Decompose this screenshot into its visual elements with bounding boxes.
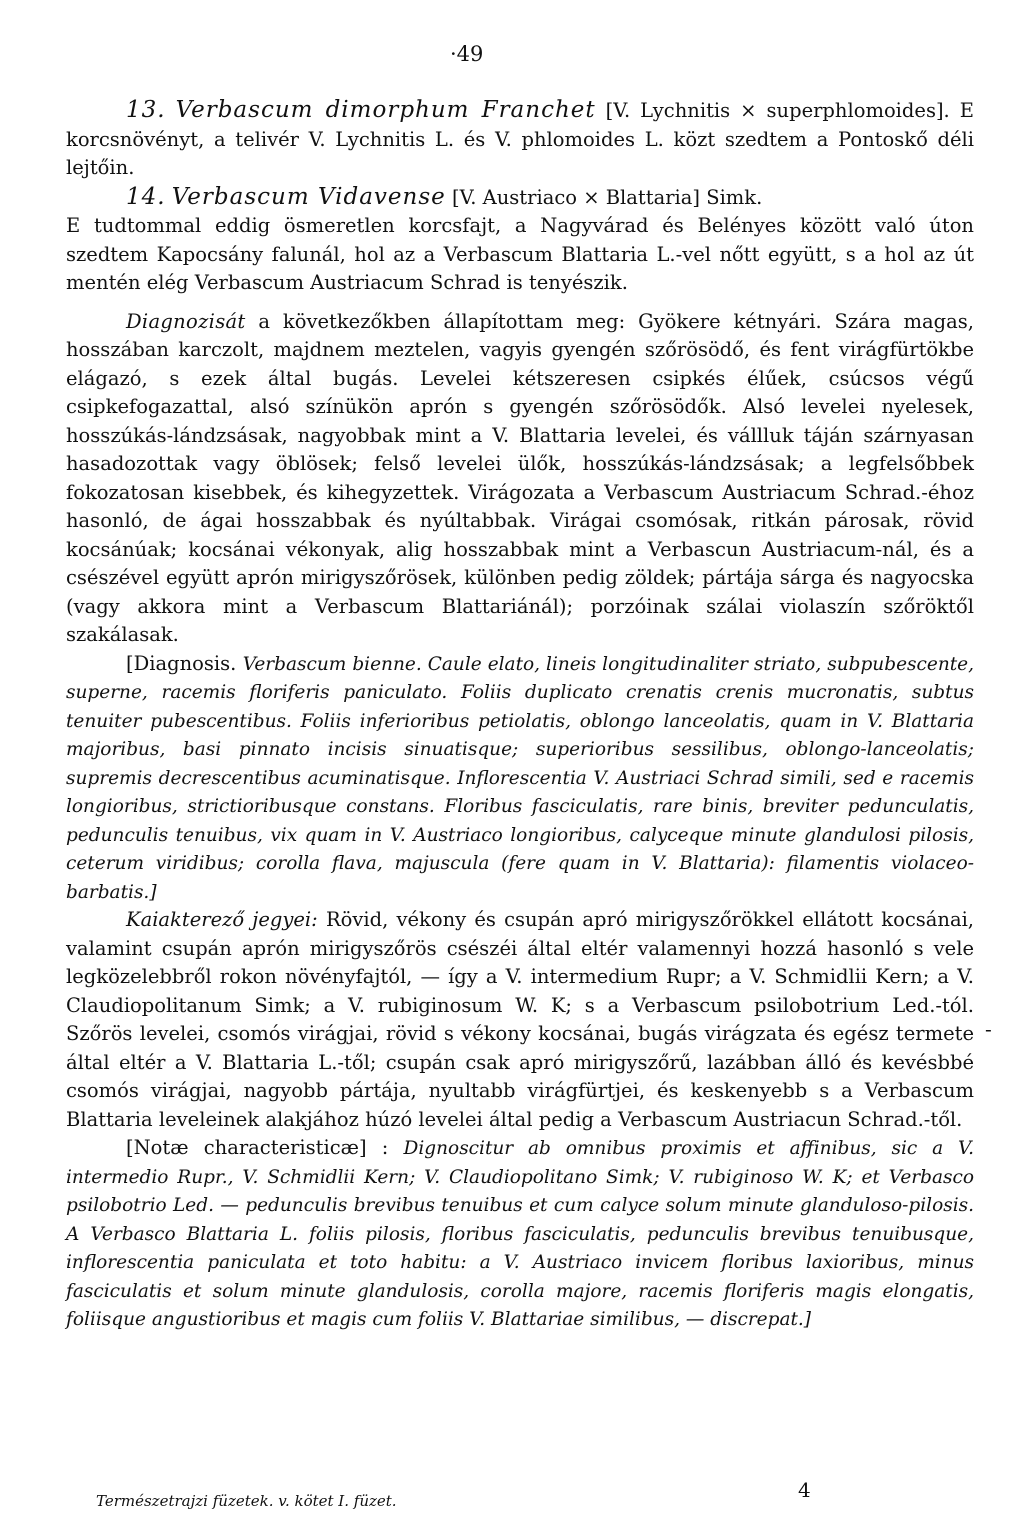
margin-mark: - <box>985 1017 992 1041</box>
section-14-heading <box>66 183 974 213</box>
diagnosis-label: Diagnozisát <box>126 309 246 333</box>
latin-diagnosis-text: Verbascum bienne. Caule elato, lineis longitudinaliter striato, subpubescente, superne, racemis floriferis paniculato. Foliis duplicato crenatis crenis mucronatis, subtus tenuiter pubescentibus. Foliis inferioribus petiolatis, oblongo lanceolatis, quam in V. Blattaria majoribus, basi pinnato incisis sinuatisque; superioribus sessilibus, oblongo-lanceolatis; supremis decrescentibus acuminatisque. Inflorescentia V. Austriaci Schrad simili, sed e racemis longioribus, strictioribusque constans. Floribus fasciculatis, rare binis, breviter pedunculatis, pedunculis tenuibus, vix quam in V. Austriaco longioribus, calyceque minute glandulosi pilosis, ceterum viridibus; corolla flava, majuscula (fere quam in V. Blattaria): filamentis violaceo-barbatis.] <box>66 653 974 903</box>
notae-paragraph <box>66 1134 974 1334</box>
section-14-intro-paragraph: E tudtommal eddig ösmeretlen korcsfajt, a Nagyvárad és Belényes között való úton szedtem Kapocsány falunál, hol az a Verbascum Blattaria L.-vel nőtt együtt, s a hol az út mentén elég Verbascum Austriacum Schrad is tenyészik. <box>66 214 974 294</box>
notae-open: [Notæ characteristicæ] : <box>126 1136 389 1159</box>
latin-diagnosis-paragraph <box>66 650 974 907</box>
characteristics-text: Rövid, vékony és csupán apró mirigyszőrökkel ellátott kocsánai, valamint csupán aprón mirigyszőrös csészéi által eltér valamennyi hozzá hasonló s vele legközelebbről rokon növényfajtól, — így a V. intermedium Rupr; a V. Schmidlii Kern; a V. Claudiopolitanum Simk; a V. rubiginosum W. K; s a Verbascum psilobotrium Led.-tól. Szőrös levelei, csomós virágjai, rövid s vékony kocsánai, bugás virágzata és egész termete által eltér a V. Blattaria L.-től; csupán csak apró mirigyszőrű, lazábban álló és kevésbbé csomós virágjai, nagyobb pártája, nyultabb virágfürtjei, és keskenyebb s a Verbascum Blattaria leveleinek alakjához húzó levelei által pedig a Verbascum Austriacun Schrad.-től. <box>66 908 975 1131</box>
characteristics-label: Kaiakterező jegyei: <box>126 908 318 931</box>
section-13-number: 13. <box>126 97 166 123</box>
section-14-heading-text: [V. Austriaco × Blattaria] Simk. <box>451 185 763 209</box>
section-13-text: [V. Lychnitis × superphlomoides]. E korcsnövényt, a telivér V. Lychnitis L. és V. phlomoides L. közt szedtem a Pontoskő déli lejtőin. <box>66 99 975 179</box>
diagnosis-paragraph <box>66 308 974 650</box>
section-13-species-name: Verbascum dimorphum Franchet <box>175 97 596 123</box>
sheet-number: 4 <box>798 1478 811 1502</box>
page-body <box>66 96 974 1334</box>
diagnosis-text: a következőkben állapítottam meg: Gyökere kétnyári. Szára magas, hosszában karczolt, majdnem meztelen, vagyis gyengén szőrösödő, és fent virágfürtökbe elágazó, s ezek által bugás. Levelei kétszeresen csipkés élűek, csúcsos végű csipkefogazattal, alsó színükön aprón s gyengén szőrösödők. Alsó levelei nyelesek, hosszúkás-lándzsásak, nagyobbak mint a V. Blattaria levelei, és vállluk táján szárnyasan hasadozottak vagy öblösek; felső levelei ülők, hosszúkás-lándzsásak; a legfelsőbbek fokozatosan kisebbek, és kihegyzettek. Virágozata a Verbascum Austriacum Schrad.-éhoz hasonló, de ágai hosszabbak és nyúltabbak. Virágai csomósak, ritkán párosak, rövid kocsánúak; kocsánai vékonyak, alig hosszabbak mint a Verbascun Austriacum-nál, és a csészével együtt aprón mirigyszőrösek, különben pedig zöldek; pártája sárga és nagyocska (vagy akkora mint a Verbascum Blattariánál); porzóinak szálai violaszín szőröktől szakálasak. <box>66 309 974 646</box>
page-footer: Természetrajzi füzetek. v. kötet I. füzet. <box>96 1492 397 1510</box>
page-number: ·49 <box>450 42 484 66</box>
section-14-species-name: Verbascum Vidavense <box>171 183 446 210</box>
latin-diagnosis-open: [Diagnosis. <box>126 651 237 675</box>
notae-text: Dignoscitur ab omnibus proximis et affinibus, sic a V. intermedio Rupr., V. Schmidlii Kern; V. Claudiopolitano Simk; V. rubiginoso W. K; et Verbasco psilobotrio Led. — pedunculis brevibus tenuibus et cum calyce solum minute glanduloso-pilosis. A Verbasco Blattaria L. foliis pilosis, floribus fasciculatis, pedunculis brevibus tenuibusque, inflorescentia paniculata et toto habitu: a V. Austriaco invicem floribus laxioribus, minus fasciculatis et solum minute glandulosis, corolla majore, racemis floriferis magis elongatis, foliisque angustioribus et magis cum foliis V. Blattariae similibus, — discrepat.] <box>66 1138 975 1330</box>
section-14-number: 14. <box>126 183 166 210</box>
characteristics-paragraph <box>66 906 974 1134</box>
section-13 <box>66 96 974 183</box>
